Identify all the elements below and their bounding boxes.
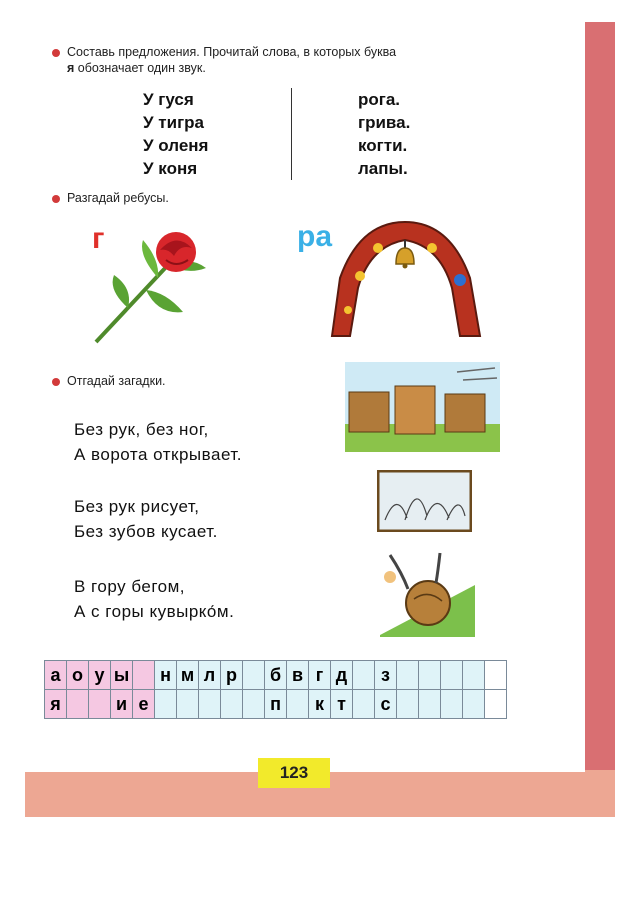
- grid-cell: у: [89, 661, 111, 690]
- grid-cell: [133, 661, 155, 690]
- grid-cell: [419, 661, 441, 690]
- grid-cell: [353, 690, 375, 719]
- grid-cell: с: [375, 690, 397, 719]
- rose-icon: [88, 220, 218, 348]
- word-3: когти.: [358, 136, 408, 155]
- word-2: грива.: [358, 113, 411, 132]
- grid-cell: о: [67, 661, 89, 690]
- grid-cell: [485, 690, 507, 719]
- frost-window-picture: [377, 470, 472, 532]
- gate-wind-picture: [345, 362, 500, 452]
- grid-cell: з: [375, 661, 397, 690]
- task2-instruction: [52, 190, 169, 206]
- horseshoe-arch-icon: [320, 218, 490, 340]
- grid-cell: [221, 690, 243, 719]
- grid-cell: [441, 661, 463, 690]
- left-column: [143, 88, 208, 180]
- bullet-icon: [52, 378, 60, 386]
- phrase-3: У оленя: [143, 136, 209, 155]
- grid-cell: я: [45, 690, 67, 719]
- grid-cell: [353, 661, 375, 690]
- grid-cell: [67, 690, 89, 719]
- grid-cell: [177, 690, 199, 719]
- task1-letter: я: [67, 61, 75, 75]
- bullet-icon: [52, 195, 60, 203]
- grid-cell: м: [177, 661, 199, 690]
- grid-cell: [243, 690, 265, 719]
- task1-text-line1: Составь предложения. Прочитай слова, в которых буква: [67, 45, 397, 59]
- grid-cell: [441, 690, 463, 719]
- grid-cell: б: [265, 661, 287, 690]
- rebus2-letters: ра: [297, 220, 333, 253]
- grid-cell: [419, 690, 441, 719]
- grid-cell: г: [309, 661, 331, 690]
- task1-instruction: [52, 44, 552, 76]
- grid-cell: и: [111, 690, 133, 719]
- grid-cell: [287, 690, 309, 719]
- riddle-3-line1: В гору бегом,: [74, 577, 186, 596]
- task1-text-line2: обозначает один звук.: [74, 61, 206, 75]
- grid-row-1: [45, 661, 507, 690]
- riddle-1-line1: Без рук, без ног,: [74, 420, 209, 439]
- grid-cell: в: [287, 661, 309, 690]
- grid-cell: т: [331, 690, 353, 719]
- riddle-2-line2: Без зубов кусает.: [74, 522, 218, 541]
- right-column: [358, 88, 410, 180]
- task2-title: Разгадай ребусы.: [67, 191, 169, 205]
- grid-cell: п: [265, 690, 287, 719]
- letter-grid: [44, 660, 507, 719]
- grid-cell: [397, 661, 419, 690]
- riddle-2-line1: Без рук рисует,: [74, 497, 200, 516]
- column-divider: [291, 88, 292, 180]
- rebus1-letter: г: [92, 222, 105, 255]
- grid-cell: [243, 661, 265, 690]
- page-edge-stripe: [585, 22, 615, 817]
- grid-cell: к: [309, 690, 331, 719]
- grid-cell: [155, 690, 177, 719]
- grid-cell: [89, 690, 111, 719]
- grid-row-2: [45, 690, 507, 719]
- word-1: рога.: [358, 90, 401, 109]
- grid-cell: ы: [111, 661, 133, 690]
- grid-cell: а: [45, 661, 67, 690]
- phrase-1: У гуся: [143, 90, 194, 109]
- bullet-icon: [52, 49, 60, 57]
- task3-title: Отгадай загадки.: [67, 374, 166, 388]
- riddle-3: [74, 574, 234, 624]
- word-4: лапы.: [358, 159, 408, 178]
- grid-cell: е: [133, 690, 155, 719]
- hedgehog-rolling-picture: [380, 545, 475, 637]
- grid-cell: [199, 690, 221, 719]
- grid-cell: [397, 690, 419, 719]
- grid-cell: р: [221, 661, 243, 690]
- page-number: 123: [258, 758, 330, 788]
- riddle-1-line2: А ворота открывает.: [74, 445, 242, 464]
- riddle-1: [74, 417, 242, 467]
- riddle-2: [74, 494, 218, 544]
- phrase-2: У тигра: [143, 113, 204, 132]
- grid-cell: [463, 690, 485, 719]
- grid-cell: [485, 661, 507, 690]
- grid-cell: н: [155, 661, 177, 690]
- task3-instruction: [52, 373, 166, 389]
- grid-cell: [463, 661, 485, 690]
- grid-cell: л: [199, 661, 221, 690]
- grid-cell: д: [331, 661, 353, 690]
- phrase-4: У коня: [143, 159, 198, 178]
- riddle-3-line2: А с горы кувырко́м.: [74, 602, 235, 621]
